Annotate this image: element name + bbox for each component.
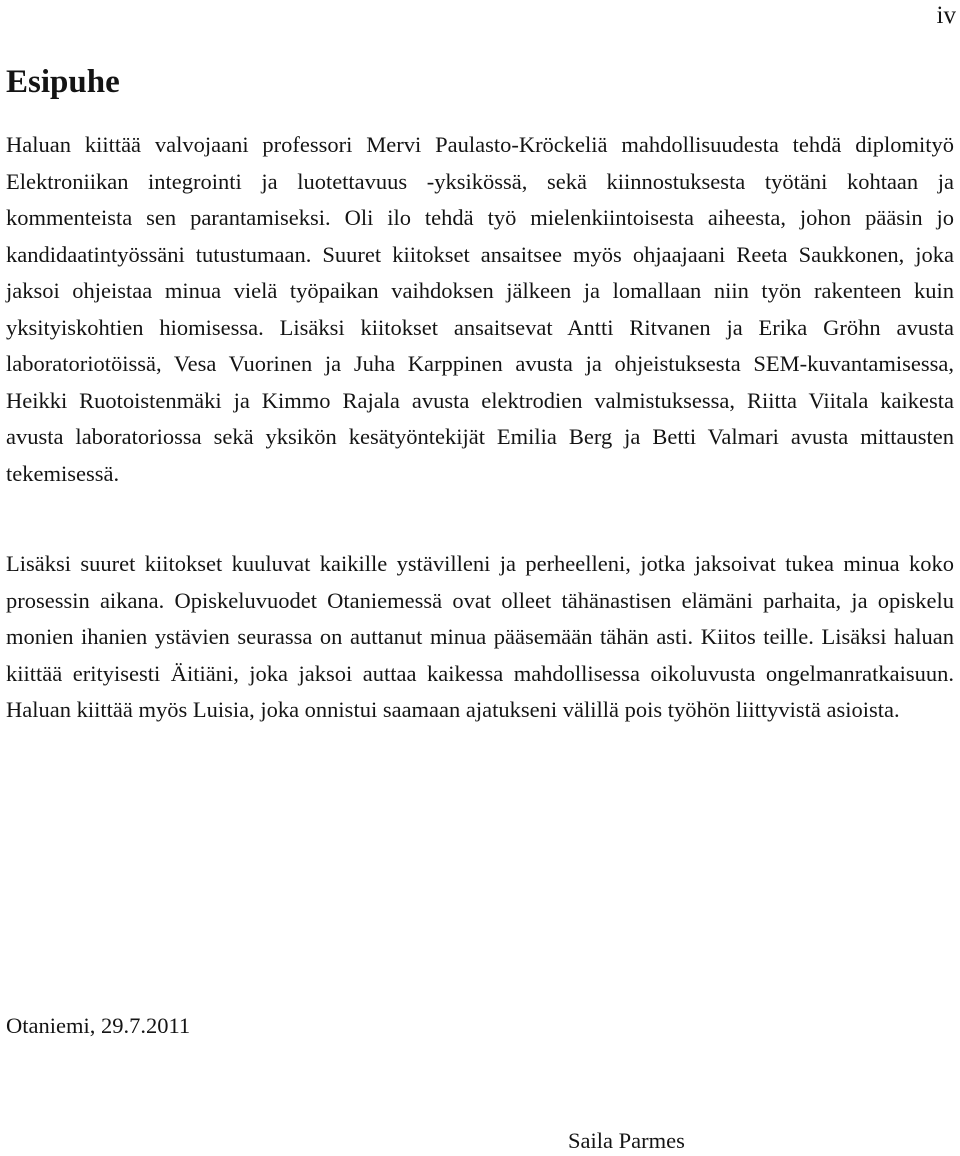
page-title: Esipuhe (6, 64, 120, 100)
page-number: iv (936, 2, 956, 29)
preface-paragraph-2: Lisäksi suuret kiitokset kuuluvat kaikille ystävilleni ja perheelleni, jotka jaksoivat tukea minua koko prosessin aikana. Opiskeluvuodet Otaniemessä ovat olleet tähänastisen elämäni parhaita, ja opiskelu monien ihanien ystävien seurassa on auttanut minua pääsemään tähän asti. Kiitos teille. Lisäksi haluan kiittää erityisesti Äitiäni, joka jaksoi auttaa kaikessa mahdollisessa oikoluvusta ongelmanratkaisuun. Haluan kiittää myös Luisia, joka onnistui saamaan ajatukseni välillä pois työhön liittyvistä asioista. (6, 551, 954, 722)
place-and-date: Otaniemi, 29.7.2011 (6, 1013, 191, 1038)
preface-paragraph-1: Haluan kiittää valvojaani professori Mervi Paulasto-Kröckeliä mahdollisuudesta tehdä diplomityö Elektroniikan integrointi ja luotettavuus -yksikössä, sekä kiinnostuksesta työtäni kohtaan ja kommenteista sen parantamiseksi. Oli ilo tehdä työ mielenkiintoisesta aiheesta, johon pääsin jo kandidaatintyössäni tutustumaan. Suuret kiitokset ansaitsee myös ohjaajaani Reeta Saukkonen, joka jaksoi ohjeistaa minua vielä työpaikan vaihdoksen jälkeen ja lomallaan niin työn rakenteen kuin yksityiskohtien hiomisessa. Lisäksi kiitokset ansaitsevat Antti Ritvanen ja Erika Gröhn avusta laboratoriotöissä, Vesa Vuorinen ja Juha Karppinen avusta ja ohjeistuksesta SEM-kuvantamisessa, Heikki Ruotoistenmäki ja Kimmo Rajala avusta elektrodien valmistuksessa, Riitta Viitala kaikesta avusta laboratoriossa sekä yksikön kesätyöntekijät Emilia Berg ja Betti Valmari avusta mittausten tekemisessä. (6, 132, 954, 486)
author-signature: Saila Parmes (568, 1128, 685, 1153)
